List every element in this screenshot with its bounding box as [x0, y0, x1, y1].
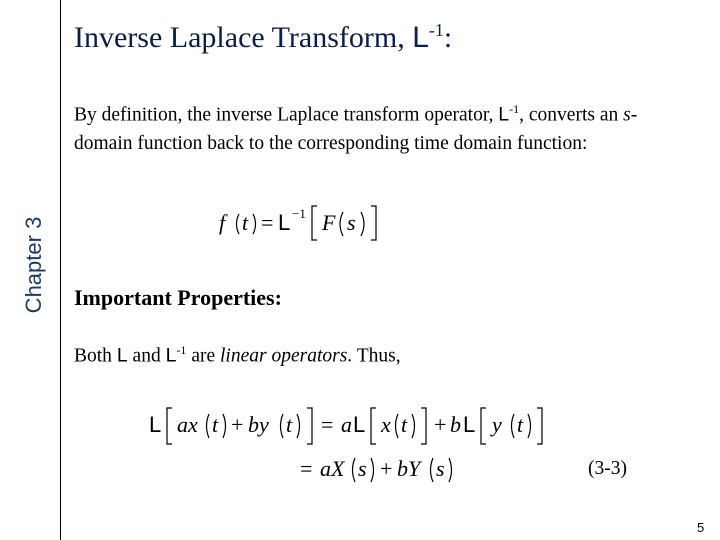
svg-text:f: f: [219, 210, 226, 235]
svg-text:t: t: [212, 412, 219, 437]
svg-text:aX: aX: [320, 456, 345, 481]
definition-text-1: By definition, the inverse Laplace transform operator,: [74, 104, 499, 126]
svg-text:L: L: [463, 412, 476, 437]
linearity-text-2: and: [127, 345, 166, 367]
svg-text:t: t: [242, 210, 249, 235]
svg-text:t: t: [286, 412, 293, 437]
page-number: 5: [697, 520, 705, 535]
definition-paragraph: [74, 95, 674, 158]
title-suffix: :: [443, 21, 453, 54]
linearity-text-4: . Thus,: [347, 345, 401, 367]
linearity-italic: linear operators: [220, 345, 348, 367]
svg-text:=: =: [321, 412, 334, 437]
svg-text:s: s: [358, 456, 367, 481]
svg-text:ax: ax: [177, 412, 198, 437]
svg-text:y: y: [492, 412, 502, 437]
linearity-laplace-symbol: L: [116, 344, 128, 367]
svg-text:by: by: [248, 412, 269, 437]
title-laplace-symbol: L: [412, 21, 429, 54]
title-superscript: -1: [428, 20, 444, 40]
linearity-inverse-symbol: L: [165, 344, 177, 367]
definition-text-2: , converts an: [519, 104, 624, 126]
linearity-text-3: are: [186, 345, 220, 367]
definition-laplace-symbol: L: [498, 103, 510, 126]
svg-text:bY: bY: [397, 456, 421, 481]
definition-superscript: -1: [509, 102, 520, 116]
linearity-statement: [74, 343, 401, 368]
svg-text:s: s: [347, 210, 356, 235]
definition-text-3: -domain function back to the corresponding time domain function:: [74, 104, 638, 154]
svg-text:+: +: [380, 456, 393, 481]
svg-text:=: =: [261, 210, 274, 235]
definition-s-italic: s: [623, 104, 631, 126]
definition-equation: [215, 200, 415, 246]
svg-text:L: L: [353, 412, 366, 437]
sidebar: [0, 0, 61, 540]
svg-text:+: +: [231, 412, 244, 437]
svg-text:−1: −1: [292, 206, 306, 221]
equation-number: (3-3): [588, 458, 627, 479]
svg-text:F: F: [322, 210, 336, 235]
svg-text:s: s: [436, 456, 445, 481]
svg-text:b: b: [450, 412, 461, 437]
svg-text:L: L: [149, 412, 162, 437]
linearity-text-1: Both: [74, 345, 117, 367]
svg-text:x: x: [381, 412, 391, 437]
chapter-label: Chapter 3: [21, 216, 46, 314]
title-text: Inverse Laplace Transform,: [74, 21, 413, 54]
linearity-equation: [145, 400, 570, 495]
svg-text:+: +: [434, 412, 447, 437]
svg-text:=: =: [300, 456, 313, 481]
slide-title: [74, 20, 452, 55]
properties-heading: Important Properties:: [74, 285, 282, 310]
svg-text:t: t: [401, 412, 408, 437]
linearity-superscript: -1: [176, 343, 187, 357]
svg-text:t: t: [517, 412, 524, 437]
svg-text:a: a: [341, 412, 352, 437]
svg-text:L: L: [278, 210, 291, 235]
